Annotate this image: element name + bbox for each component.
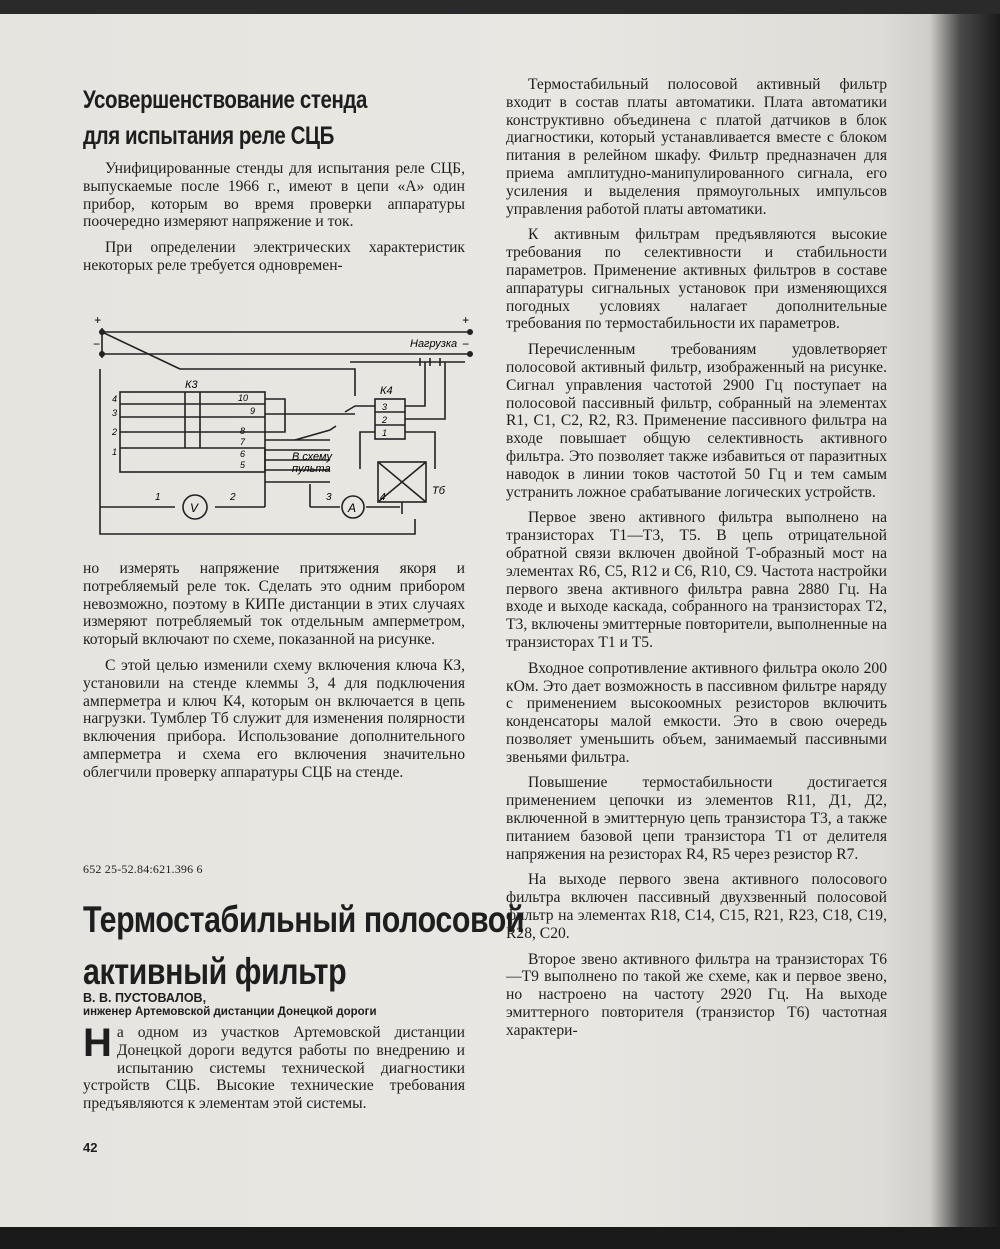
article2-heading bbox=[83, 894, 525, 998]
article2-paragraph: Перечисленным требованиям удовлетворяет полосовой активный фильтр, изображенный на рисунке. Сигнал управления частотой 2900 Гц поступает на полосовой пассивный фильтр, собранный на элементах R1, С1, С2, R2, R3. Применение пассивного фильтра на входе повышает общую селективность активного фильтра. Это позволяет также избавиться от паразитных наводок в линии токов частотой 50 Гц и тем самым устранить ложное срабатывание логических устройств. bbox=[506, 341, 887, 501]
terminal-number: 2 bbox=[230, 492, 236, 503]
article2-paragraph: Повышение термостабильности достигается применением цепочки из элементов R11, Д1, Д2, включенной в эмиттерную цепь транзистора Т3, а также питанием базовой цепи транзистора Т1 от делителя напряжения на резисторах R4, R5 через резистор R7. bbox=[506, 774, 887, 863]
article2-intro bbox=[83, 1021, 465, 1113]
voltmeter-symbol: V bbox=[190, 501, 199, 515]
article1-title-line2: для испытания реле СЦБ bbox=[83, 122, 334, 150]
page-number: 42 bbox=[83, 1140, 98, 1155]
terminal-minus-right bbox=[467, 351, 473, 357]
terminal-minus-left bbox=[99, 351, 105, 357]
article1-paragraph: При определении электрических характеристик некоторых реле требуется одновремен- bbox=[83, 239, 465, 274]
article2-paragraph: Входное сопротивление активного фильтра около 200 кОм. Это дает возможность в пассивном фильтре наряду с применением высокоомных резисторов включить конденсаторы малой емкости. Это в свою очередь позволяет уменьшить объем, занимаемый пассивными звеньями фильтра. bbox=[506, 659, 887, 766]
k3-contact-label: 10 bbox=[238, 393, 249, 403]
article2-intro-paragraph: а одном из участков Артемовской дистанции Донецкой дороги ведутся работы по внедрению и испытанию системы технической диагностики устройств СЦБ. Высокие технические требования предъявляются к элементам этой системы. bbox=[83, 1024, 465, 1113]
author-role: инженер Артемовской дистанции Донецкой дороги bbox=[83, 1006, 377, 1018]
k4-label: К4 bbox=[380, 385, 393, 397]
ammeter-symbol: A bbox=[348, 501, 357, 515]
relay-stand-circuit-diagram bbox=[90, 314, 490, 546]
k3-contact-label: 1 bbox=[112, 447, 118, 457]
article1-paragraph: С этой целью изменили схему включения ключа КЗ, установили на стенде клеммы 3, 4 для подключения амперметра и ключ К4, которым он включается в цепь нагрузки. Тумблер Тб служит для изменения полярности включения прибора. Использование дополнительного амперметра и схема его включения значительно облегчили проверку аппаратуры СЦБ на стенде. bbox=[83, 656, 465, 781]
to-panel-label-line2: пульта bbox=[292, 463, 331, 475]
article1-body-top bbox=[83, 160, 465, 275]
k4-contact-label: 2 bbox=[382, 415, 388, 425]
terminal-number: 1 bbox=[155, 492, 161, 503]
terminal-number: 3 bbox=[326, 492, 332, 503]
k3-label: К3 bbox=[185, 379, 198, 391]
plus-left-label: + bbox=[94, 314, 102, 327]
terminal-number: 4 bbox=[380, 492, 386, 503]
article2-paragraph: Второе звено активного фильтра на транзисторах Т6—Т9 выполнено по такой же схеме, как и первое звено, но настроено на частоту 2920 Гц. На выходе эмиттерного повторителя (транзистор Т6) частотная характери- bbox=[506, 950, 887, 1039]
article2-title-line2: активный фильтр bbox=[83, 951, 347, 992]
article1-heading bbox=[83, 82, 465, 154]
plus-right-label: + bbox=[462, 314, 470, 327]
circuit-svg bbox=[90, 314, 490, 546]
article1-paragraph: Унифицированные стенды для испытания реле СЦБ, выпускаемые после 1966 г., имеют в цепи «А» один прибор, которым во время проверки аппаратуры поочередно измеряют напряжение и ток. bbox=[83, 160, 465, 231]
k3-contact-label: 7 bbox=[240, 437, 246, 447]
load-label: Нагрузка bbox=[410, 338, 458, 350]
article2-byline bbox=[83, 991, 465, 1019]
author-name: В. В. ПУСТОВАЛОВ, bbox=[83, 991, 207, 1005]
article2-udc bbox=[83, 862, 465, 877]
to-panel-label-line1: В схему bbox=[292, 451, 332, 463]
k3-contact-label: 3 bbox=[112, 408, 118, 418]
udc-code: 652 25-52.84:621.396 6 bbox=[83, 862, 203, 876]
scan-top-edge bbox=[0, 0, 1000, 14]
k4-contact-label: 3 bbox=[382, 402, 388, 412]
article1-body-bottom bbox=[83, 560, 465, 782]
article2-paragraph: Термостабильный полосовой активный фильтр входит в состав платы автоматики. Плата автоматики конструктивно объединена с платой датчиков в блок диагностики, который устанавливается вместе с блоком питания в релейном шкафу. Фильтр предназначен для приема амплитудно-манипулированного сигнала, его усиления и выделения прямоугольных импульсов управления работой платы автоматики. bbox=[506, 76, 887, 218]
article1-title-line1: Усовершенствование стенда bbox=[83, 86, 368, 114]
terminal-plus-left bbox=[99, 329, 105, 335]
minus-right-label: − bbox=[462, 337, 470, 351]
k3-contact-label: 4 bbox=[112, 394, 118, 404]
article2-body bbox=[506, 76, 887, 1040]
article2-paragraph: На выходе первого звена активного полосового фильтра включен пассивный двухзвенный полосовой фильтр на элементах R18, С14, С15, R21, R23, С18, С19, R28, С20. bbox=[506, 871, 887, 942]
drop-cap: Н bbox=[83, 1021, 112, 1065]
scan-bottom-edge bbox=[0, 1227, 1000, 1249]
terminal-plus-right bbox=[467, 329, 473, 335]
article2-title-line1: Термостабильный полосовой bbox=[83, 899, 525, 940]
k3-contact-label: 5 bbox=[240, 460, 246, 470]
k3-contact-label: 6 bbox=[240, 449, 246, 459]
article2-paragraph: Первое звено активного фильтра выполнено на транзисторах Т1—Т3, Т5. В цепь отрицательной обратной связи включен двойной Т-образный мост на элементах R6, С5, R12 и С6, R10, С9. Частота настройки первого звена активного фильтра равна 2880 Гц. На входе и выходе каскада, собранного на транзисторах Т2, Т3, включены эмиттерные повторители, выполненные на транзисторах Т1 и Т5. bbox=[506, 509, 887, 651]
k4-contact-label: 1 bbox=[382, 428, 388, 438]
minus-left-label: − bbox=[93, 337, 101, 351]
tb-label: Тб bbox=[432, 485, 445, 497]
article2-paragraph: К активным фильтрам предъявляются высокие требования по селективности и стабильности параметров. Применение активных фильтров в составе аппаратуры сигнальных установок при изменяющихся погодных условиях налагает дополнительные требования по термостабильности их параметров. bbox=[506, 226, 887, 333]
k3-contact-label: 8 bbox=[240, 426, 246, 436]
k3-contact-label: 9 bbox=[250, 406, 256, 416]
k3-contact-label: 2 bbox=[112, 427, 118, 437]
article1-paragraph: но измерять напряжение притяжения якоря и потребляемый реле ток. Сделать это одним прибором невозможно, поэтому в КИПе дистанции в этих случаях измеряют потребляемый ток отдельным амперметром, который включают по схеме, показанной на рисунке. bbox=[83, 560, 465, 649]
